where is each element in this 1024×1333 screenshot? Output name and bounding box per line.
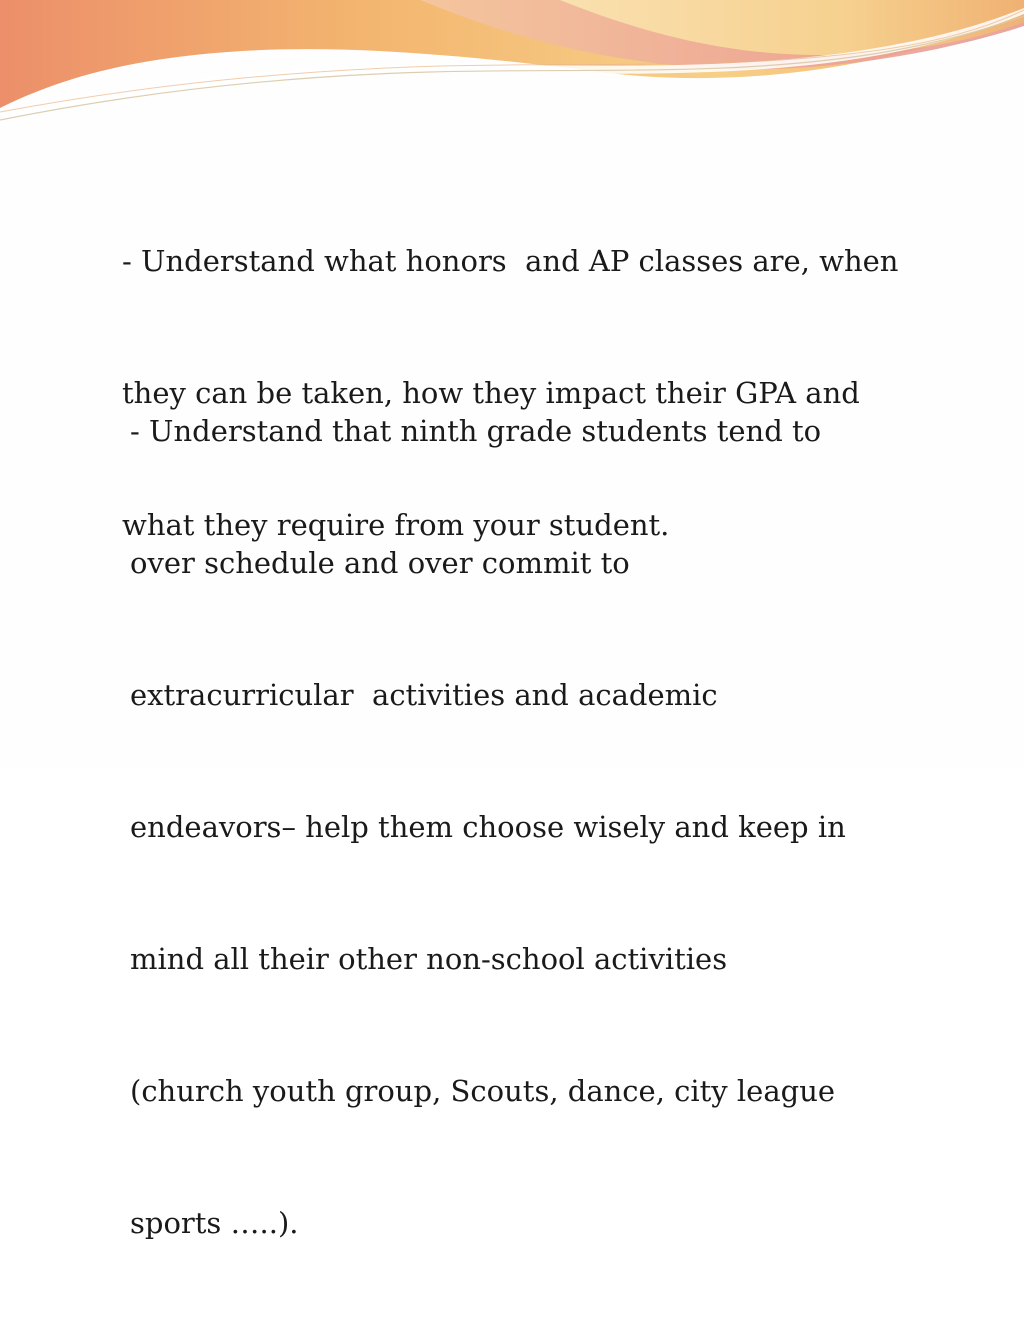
paragraph-line: mind all their other non-school activities — [130, 942, 728, 976]
paragraph-line: sports …..). — [130, 1206, 299, 1240]
paragraph-line: over schedule and over commit to — [130, 546, 630, 580]
paragraph-line: extracurricular activities and academic — [130, 678, 718, 712]
paragraph-line: endeavors– help them choose wisely and keep in — [130, 810, 846, 844]
paragraph-line: - Understand what honors and AP classes are, when — [122, 244, 899, 278]
paragraph-line: (church youth group, Scouts, dance, city league — [130, 1074, 836, 1108]
paragraph-line: what they require from your student. — [122, 508, 670, 542]
paragraph-line: they can be taken, how they impact their GPA and — [122, 376, 860, 410]
decorative-header-swoosh — [0, 0, 1024, 130]
paragraph-line: - Understand that ninth grade students tend to — [130, 414, 822, 448]
paragraph-overcommit — [130, 321, 1010, 1333]
